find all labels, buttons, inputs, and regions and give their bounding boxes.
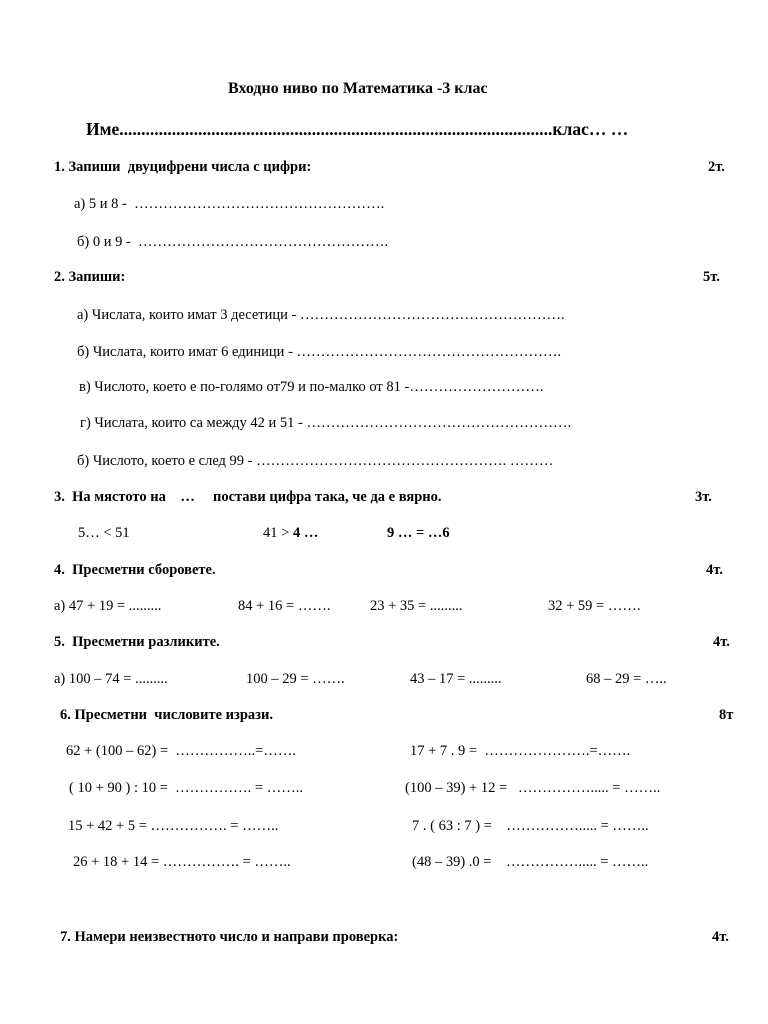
task-2-points: 5т. <box>703 269 720 285</box>
task-6-expr-4b: (48 – 39) .0 = ……………..... = …….. <box>412 854 649 870</box>
task-6-expr-2b: (100 – 39) + 12 = ……………..... = …….. <box>405 780 661 796</box>
task-2-item-d: г) Числата, които са между 42 и 51 - ………………………………………………. <box>80 415 572 431</box>
task-5-expr-1: а) 100 – 74 = ......... <box>54 671 168 687</box>
task-5-expr-4: 68 – 29 = ….. <box>586 671 667 687</box>
task-6-expr-4a: 26 + 18 + 14 = ……………. = …….. <box>73 854 291 870</box>
task-2-item-b: б) Числата, които имат 6 единици - ………………………………………………. <box>77 344 562 360</box>
task-5-points: 4т. <box>713 634 730 650</box>
task-4-expr-2: 84 + 16 = ……. <box>238 598 331 614</box>
task-4-points: 4т. <box>706 562 723 578</box>
task-7-points: 4т. <box>712 929 729 945</box>
task-2-heading: 2. Запиши: <box>54 269 126 285</box>
task-6-heading: 6. Пресметни числовите изрази. <box>60 707 273 723</box>
task-3-expr-1: 5… < 51 <box>78 525 130 541</box>
task-2-item-a: а) Числата, които имат 3 десетици - ………………………………………………. <box>77 307 565 323</box>
task-3-expr-2 <box>263 524 318 542</box>
task-5-expr-2: 100 – 29 = ……. <box>246 671 345 687</box>
task-2-item-e: б) Числото, което е след 99 - ……………………………………………. ……… <box>77 453 554 469</box>
task-6-expr-2a: ( 10 + 90 ) : 10 = ……………. = …….. <box>69 780 303 796</box>
task-4-expr-4: 32 + 59 = ……. <box>548 598 641 614</box>
task-6-expr-1b: 17 + 7 . 9 = ………………….=……. <box>410 743 631 759</box>
task-3-expr-2-right: 4 … <box>292 525 319 541</box>
task-6-expr-1a: 62 + (100 – 62) = ……………..=……. <box>66 743 296 759</box>
name-class-line: Име...................................................................................................клас… … <box>86 119 629 139</box>
task-6-points: 8т <box>719 707 734 723</box>
task-4-heading: 4. Пресметни сборовете. <box>54 562 216 578</box>
task-4-expr-3: 23 + 35 = ......... <box>370 598 463 614</box>
task-2-item-c: в) Числото, което е по-голямо от79 и по-малко от 81 -………………………. <box>79 379 544 395</box>
task-5-expr-3: 43 – 17 = ......... <box>410 671 502 687</box>
page-title: Входно ниво по Математика -3 клас <box>228 80 488 97</box>
task-3-expr-3: 9 … = …6 <box>387 525 450 541</box>
task-1-heading: 1. Запиши двуцифрени числа с цифри: <box>54 159 312 175</box>
task-6-expr-3a: 15 + 42 + 5 = ……………. = …….. <box>68 818 279 834</box>
task-1-points: 2т. <box>708 159 725 175</box>
task-3-expr-2-left: 41 > <box>263 525 293 541</box>
task-3-points: 3т. <box>695 489 712 505</box>
task-7-heading: 7. Намери неизвестното число и направи проверка: <box>60 929 399 945</box>
task-6-expr-3b: 7 . ( 63 : 7 ) = ……………..... = …….. <box>412 818 649 834</box>
task-1-item-a: а) 5 и 8 - ……………………………………………. <box>74 196 385 212</box>
task-5-heading: 5. Пресметни разликите. <box>54 634 220 650</box>
task-1-item-b: б) 0 и 9 - ……………………………………………. <box>77 234 389 250</box>
task-4-expr-1: а) 47 + 19 = ......... <box>54 598 162 614</box>
task-3-heading: 3. На мястото на … постави цифра така, че да е вярно. <box>54 489 442 505</box>
